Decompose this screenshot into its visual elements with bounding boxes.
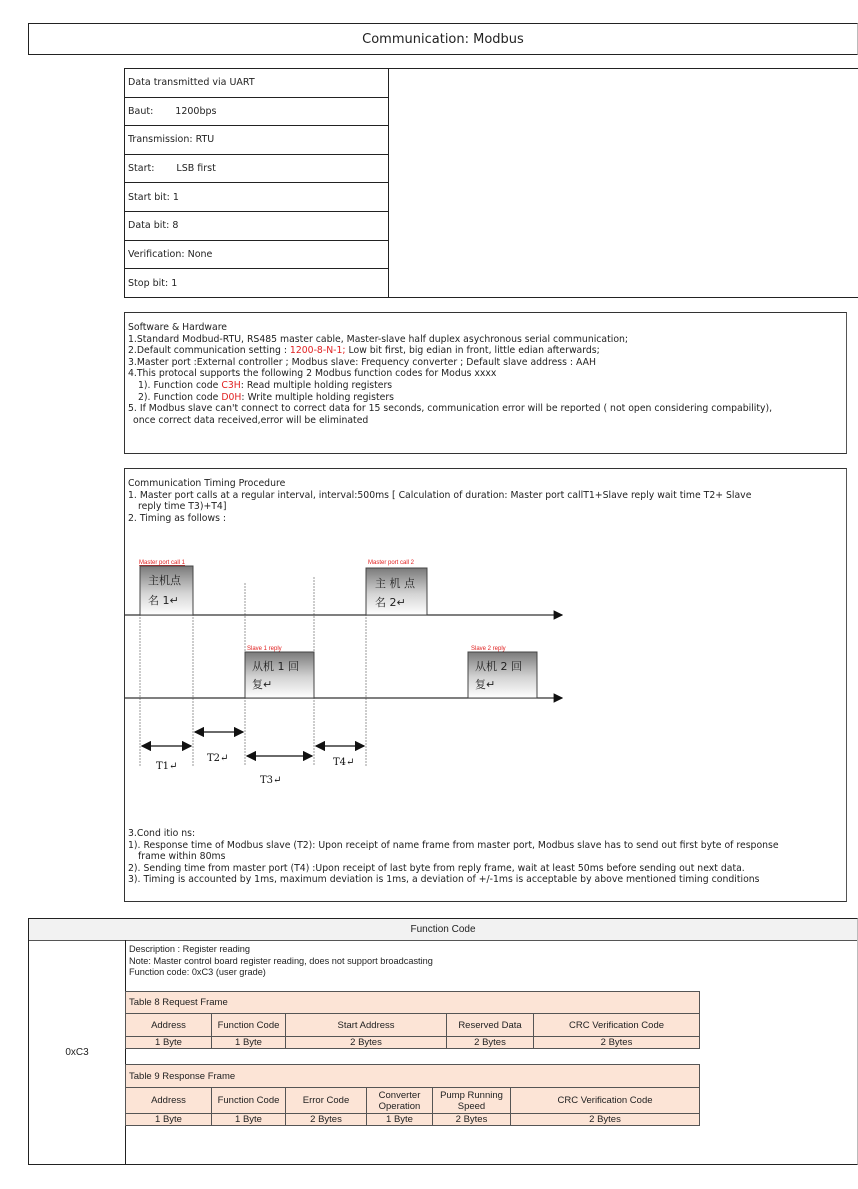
- table-header: Converter Operation: [367, 1088, 433, 1114]
- uart-label: Start bit: 1: [128, 191, 179, 203]
- note-line: Note: Master control board register reading, does not support broadcasting: [129, 955, 433, 966]
- master-call-2-text2: 名 2↵: [375, 596, 406, 609]
- section-title: Communication Timing Procedure: [128, 478, 286, 489]
- uart-label: Baut:: [128, 105, 154, 117]
- condition-line: frame within 80ms: [138, 851, 226, 863]
- sw-line: once correct data received,error will be eliminated: [133, 414, 369, 426]
- sw-line: 4.This protocal supports the following 2 Modbus function codes for Modus xxxx: [128, 368, 497, 380]
- slave-2-text: 从机 2 回: [475, 660, 522, 673]
- table-header: Error Code: [286, 1088, 367, 1114]
- t4-label: T4↵: [333, 757, 355, 768]
- uart-label: Data bit: 8: [128, 220, 179, 232]
- uart-value: LSB first: [176, 163, 216, 175]
- table-cell: 1 Byte: [126, 1037, 212, 1049]
- function-code-section: [28, 918, 858, 1165]
- sw-text: : Read multiple holding registers: [240, 379, 393, 391]
- table-cell: 2 Bytes: [286, 1114, 367, 1126]
- table-cell: 2 Bytes: [286, 1037, 447, 1049]
- function-code-c3h: C3H: [221, 379, 241, 391]
- table-cell: 2 Bytes: [433, 1114, 511, 1126]
- request-frame-table: [125, 991, 700, 1049]
- section-title: Software & Hardware: [128, 322, 228, 333]
- table-cell: 1 Byte: [212, 1114, 286, 1126]
- table-cell: 2 Bytes: [511, 1114, 700, 1126]
- timing-diagram: [125, 549, 585, 769]
- sw-line: 5. If Modbus slave can't connect to correct data for 15 seconds, communication error will be reported ( not open considering compability),: [128, 403, 773, 415]
- slave-2-box: [468, 652, 537, 698]
- timing-diagram-t3: [125, 769, 325, 789]
- table-cell: 2 Bytes: [534, 1037, 700, 1049]
- uart-value: 1200bps: [175, 105, 217, 117]
- sw-line: [128, 345, 843, 357]
- table-cell: 1 Byte: [367, 1114, 433, 1126]
- t3-label: T3↵: [260, 775, 282, 786]
- slave-1-text: 从机 1 回: [252, 660, 299, 673]
- slave-1-box: [245, 652, 314, 698]
- slave-1-label: Slave 1 reply: [247, 646, 282, 652]
- table-cell: 1 Byte: [126, 1114, 212, 1126]
- sw-line: [128, 380, 843, 392]
- function-code-value: 0xC3: [29, 940, 126, 1164]
- sw-line: 3.Master port :External controller ; Modbus slave: Frequency converter ; Default slave address : AAH: [128, 356, 596, 368]
- table-header: Address: [126, 1014, 212, 1037]
- master-call-1-text2: 名 1↵: [148, 594, 179, 607]
- function-code-header: Function Code: [29, 919, 857, 941]
- timing-line: 2. Timing as follows :: [128, 512, 227, 524]
- table-header-row: [126, 1014, 700, 1037]
- uart-row: [125, 241, 388, 270]
- timing-procedure-section: [124, 468, 847, 902]
- function-code-description: [129, 944, 433, 979]
- uart-settings-table: [124, 68, 858, 298]
- sw-text: Low bit first, big edian in front, little edian afterwards;: [345, 345, 600, 357]
- uart-row: [125, 126, 388, 155]
- uart-label: Transmission: RTU: [128, 134, 215, 146]
- table-cell: 1 Byte: [212, 1037, 286, 1049]
- uart-row: [125, 98, 388, 127]
- uart-label: Data transmitted via UART: [128, 77, 255, 89]
- sw-line: [128, 392, 843, 404]
- table-header: CRC Verification Code: [511, 1088, 700, 1114]
- software-hardware-section: [124, 312, 847, 454]
- uart-label: Start:: [128, 163, 155, 175]
- table-cell: 2 Bytes: [447, 1037, 534, 1049]
- table-header: Reserved Data: [447, 1014, 534, 1037]
- table-header: Start Address: [286, 1014, 447, 1037]
- table-header-row: [126, 1088, 700, 1114]
- uart-row: [125, 212, 388, 241]
- condition-line: 2). Sending time from master port (T4) :Upon receipt of last byte from reply frame, wait at least 50ms before sending out next data.: [128, 862, 745, 874]
- conditions-title: 3.Cond itio ns:: [128, 828, 196, 839]
- master-call-2-text: 主 机 点: [375, 577, 415, 590]
- page-title-box: [28, 23, 858, 55]
- uart-row: [125, 183, 388, 212]
- condition-line: 3). Timing is accounted by 1ms, maximum deviation is 1ms, a deviation of +/-1ms is acceptable by above mentioned timing conditions: [128, 874, 760, 886]
- condition-line: 1). Response time of Modbus slave (T2): Upon receipt of name frame from master port, Modbus slave has to send out first byte of response: [128, 839, 779, 851]
- uart-label: Verification: None: [128, 248, 213, 260]
- response-frame-table: [125, 1064, 700, 1126]
- sw-text: 2.Default communication setting :: [128, 345, 290, 357]
- description-line: Description : Register reading: [129, 944, 251, 954]
- timing-line: 1. Master port calls at a regular interval, interval:500ms [ Calculation of duration: Master port callT1+Slave reply wait time T2+ Slave: [128, 489, 752, 501]
- function-line: Function code: 0xC3 (user grade): [129, 967, 266, 978]
- page-title: Communication: Modbus: [362, 31, 524, 47]
- default-setting-highlight: 1200-8-N-1;: [289, 345, 346, 357]
- master-call-1-text: 主机点: [148, 574, 181, 587]
- uart-settings-column: [125, 69, 389, 297]
- table-header: Pump Running Speed: [433, 1088, 511, 1114]
- slave-1-text2: 复↵: [252, 678, 273, 691]
- master-call-1-label: Master port call 1: [139, 560, 186, 566]
- table-header: Address: [126, 1088, 212, 1114]
- t2-label: T2↵: [207, 753, 229, 764]
- table-caption: Table 9 Response Frame: [126, 1065, 700, 1088]
- uart-row: [125, 69, 388, 98]
- table-header: Function Code: [212, 1014, 286, 1037]
- table-header: Function Code: [212, 1088, 286, 1114]
- sw-line: 1.Standard Modbud-RTU, RS485 master cable, Master-slave half duplex asychronous serial communication;: [128, 333, 629, 345]
- conditions-block: [128, 828, 843, 886]
- table-caption: Table 8 Request Frame: [126, 992, 700, 1014]
- table-row: [126, 1114, 700, 1126]
- t1-label: T1↵: [156, 761, 178, 769]
- uart-row: [125, 269, 388, 298]
- uart-row: [125, 155, 388, 184]
- function-code-d0h: D0H: [221, 391, 242, 403]
- table-row: [126, 1037, 700, 1049]
- sw-text: 2). Function code: [138, 391, 222, 403]
- sw-text: : Write multiple holding registers: [241, 391, 395, 403]
- timing-line: reply time T3)+T4]: [138, 501, 227, 513]
- sw-text: 1). Function code: [138, 379, 222, 391]
- slave-2-label: Slave 2 reply: [471, 646, 506, 652]
- master-call-2-label: Master port call 2: [368, 560, 415, 566]
- table-header: CRC Verification Code: [534, 1014, 700, 1037]
- slave-2-text2: 复↵: [475, 678, 496, 691]
- uart-label: Stop bit: 1: [128, 277, 178, 289]
